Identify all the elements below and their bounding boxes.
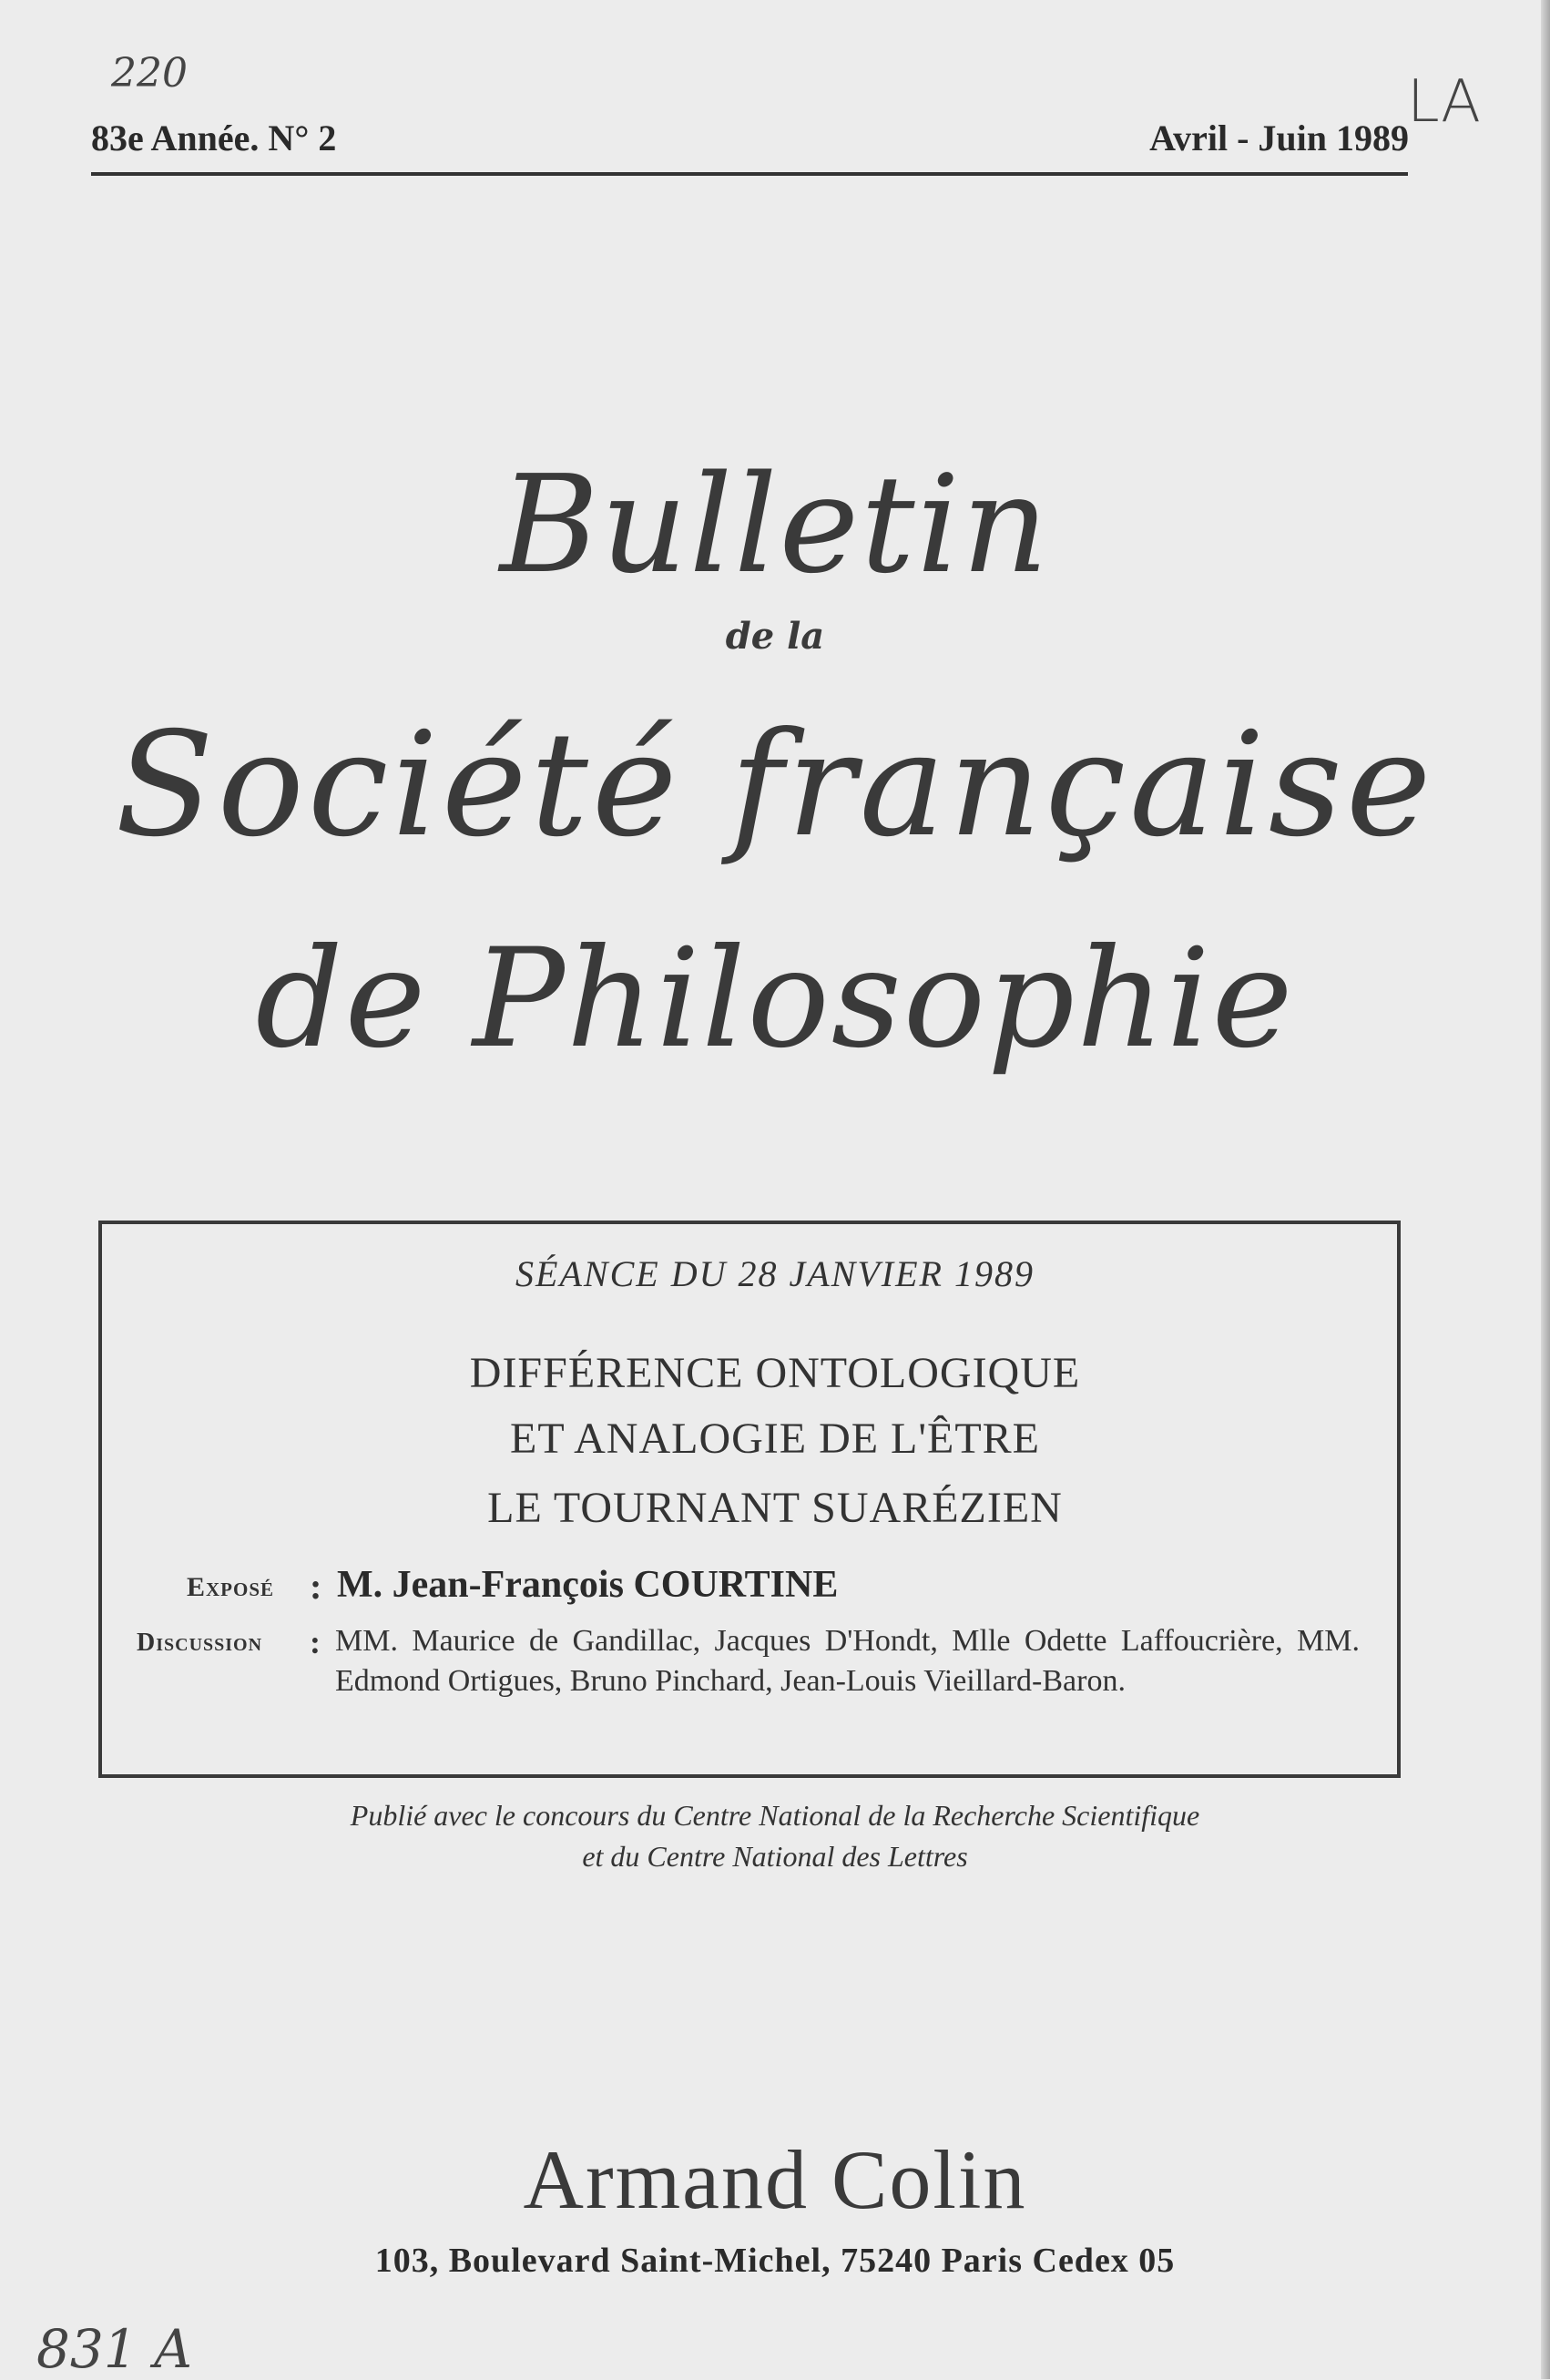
title-bulletin: Bulletin: [499, 446, 1051, 603]
page-edge: [1541, 0, 1550, 2379]
session-date: SÉANCE DU 28 JANVIER 1989: [515, 1253, 1035, 1294]
title-societe-francaise: Société française: [115, 701, 1435, 869]
handwritten-annotation-top-left: 220: [111, 50, 188, 97]
publisher-address: 103, Boulevard Saint-Michel, 75240 Paris Cedex 05: [374, 2242, 1176, 2280]
publication-note-line-2: et du Centre National des Lettres: [582, 1840, 968, 1873]
discussion-participants: MM. Maurice de Gandillac, Jacques D'Hondt, Mlle Odette Laffoucrière, MM. Edmond Ortigues, Bruno Pinchard, Jean-Louis Vieillard-Baron.: [335, 1624, 1360, 1698]
issue-period: Avril - Juin 1989: [1149, 117, 1409, 158]
publication-note-line-1: Publié avec le concours du Centre National de la Recherche Scientifique: [350, 1799, 1200, 1832]
publisher-name: Armand Colin: [523, 2133, 1027, 2226]
expose-label: Exposé: [187, 1572, 275, 1602]
header-divider: [91, 172, 1408, 176]
expose-speaker: M. Jean-François COURTINE: [337, 1564, 839, 1606]
subject-line-1: DIFFÉRENCE ONTOLOGIQUE: [469, 1349, 1081, 1397]
title-de-la: de la: [725, 615, 825, 658]
subject-line-2: ET ANALOGIE DE L'ÊTRE: [510, 1415, 1040, 1463]
handwritten-annotation-top-right: LA: [1407, 68, 1481, 136]
subject-line-3: LE TOURNANT SUARÉZIEN: [487, 1484, 1063, 1532]
handwritten-annotation-bottom-left: 831 A: [36, 2318, 193, 2380]
discussion-separator: :: [310, 1624, 321, 1660]
issue-number: 83e Année. N° 2: [91, 117, 337, 158]
title-de-philosophie: de Philosophie: [255, 920, 1295, 1078]
discussion-label: Discussion: [137, 1629, 263, 1657]
expose-separator: :: [310, 1566, 322, 1607]
